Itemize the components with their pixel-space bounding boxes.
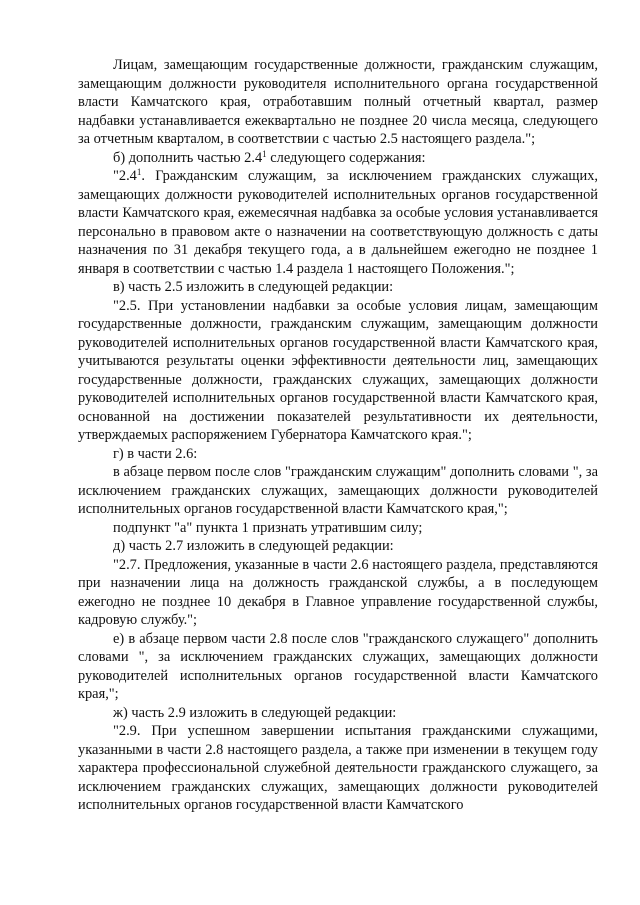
paragraph-text: Лицам, замещающим государственные должности, гражданским служащим, замещающим должности руководителя исполнительного органа государственной власти Камчатского края, отработавшим полный отчетный квартал, размер надбавки устанавливается ежеквартально не позднее 20 числа месяца, следующего за отчетным кварталом, в соответствии с частью 2.5 настоящего раздела."; [78, 57, 598, 147]
paragraph-4 [78, 278, 598, 297]
paragraph-10 [78, 556, 598, 630]
paragraph-1 [78, 56, 598, 149]
paragraph-text: подпункт "а" пункта 1 признать утратившим силу; [113, 519, 423, 536]
paragraph-9 [78, 537, 598, 556]
paragraph-text: ж) часть 2.9 изложить в следующей редакции: [113, 704, 397, 721]
paragraph-13 [78, 722, 598, 815]
paragraph-5 [78, 297, 598, 445]
paragraph-text: следующего содержания: [266, 149, 426, 166]
paragraph-12 [78, 704, 598, 723]
paragraph-text: "2.4 [113, 168, 137, 184]
paragraph-text: "2.5. При установлении надбавки за особые условия лицам, замещающим государственные должности, гражданским служащим, замещающим должности руководителей исполнительных органов государственной власти Камчатского края, учитываются результаты оценки эффективности деятельности лиц, замещающих государственные должности, гражданских служащих, замещающих должности руководителей исполнительных органов государственной власти Камчатского края, основанной на достижении показателей результативности их деятельности, утверждаемых распоряжением Губернатора Камчатского края."; [78, 297, 598, 443]
document-page [78, 56, 598, 815]
paragraph-text: в) часть 2.5 изложить в следующей редакции: [113, 279, 394, 295]
paragraph-8 [78, 519, 598, 538]
paragraph-text: е) в абзаце первом части 2.8 после слов "гражданского служащего" дополнить словами ", за исключением гражданских служащих, замещающих должности руководителей исполнительных органов государственной власти Камчатского края,"; [78, 630, 598, 702]
paragraph-text: . Гражданским служащим, за исключением гражданских служащих, замещающих должности руководителей исполнительных органов государственной власти Камчатского края, ежемесячная надбавка за особые условия устанавливается персонально в правовом акте о назначении на соответствующую должность с даты назначения по 31 декабря текущего года, а в дальнейшем ежегодно не позднее 1 января в соответствии с частью 1.4 раздела 1 настоящего Положения."; [78, 168, 598, 277]
paragraph-3 [78, 167, 598, 278]
superscript: 1 [262, 148, 267, 159]
superscript: 1 [136, 167, 142, 177]
paragraph-text: б) дополнить частью 2.4 [113, 149, 263, 166]
paragraph-11 [78, 630, 598, 704]
paragraph-text: г) в части 2.6: [113, 445, 198, 462]
paragraph-text: "2.7. Предложения, указанные в части 2.6 настоящего раздела, представляются при назначении лица на должность гражданской службы, а в последующем ежегодно не позднее 10 декабря в Главное управление государственной службы, кадровую службу."; [78, 556, 598, 628]
paragraph-2 [78, 149, 598, 168]
paragraph-text: д) часть 2.7 изложить в следующей редакции: [113, 538, 394, 554]
paragraph-text: в абзаце первом после слов "гражданским служащим" дополнить словами ", за исключением гражданских служащих, замещающих должности руководителей исполнительных органов государственной власти Камчатского края,"; [78, 464, 598, 517]
paragraph-7 [78, 463, 598, 519]
paragraph-6 [78, 445, 598, 464]
paragraph-text: "2.9. При успешном завершении испытания гражданскими служащими, указанными в части 2.8 настоящего раздела, а также при изменении в текущем году характера профессиональной служебной деятельности гражданского служащего, за исключением гражданских служащих, замещающих должности руководителей исполнительных органов государственной власти Камчатского [78, 723, 598, 813]
